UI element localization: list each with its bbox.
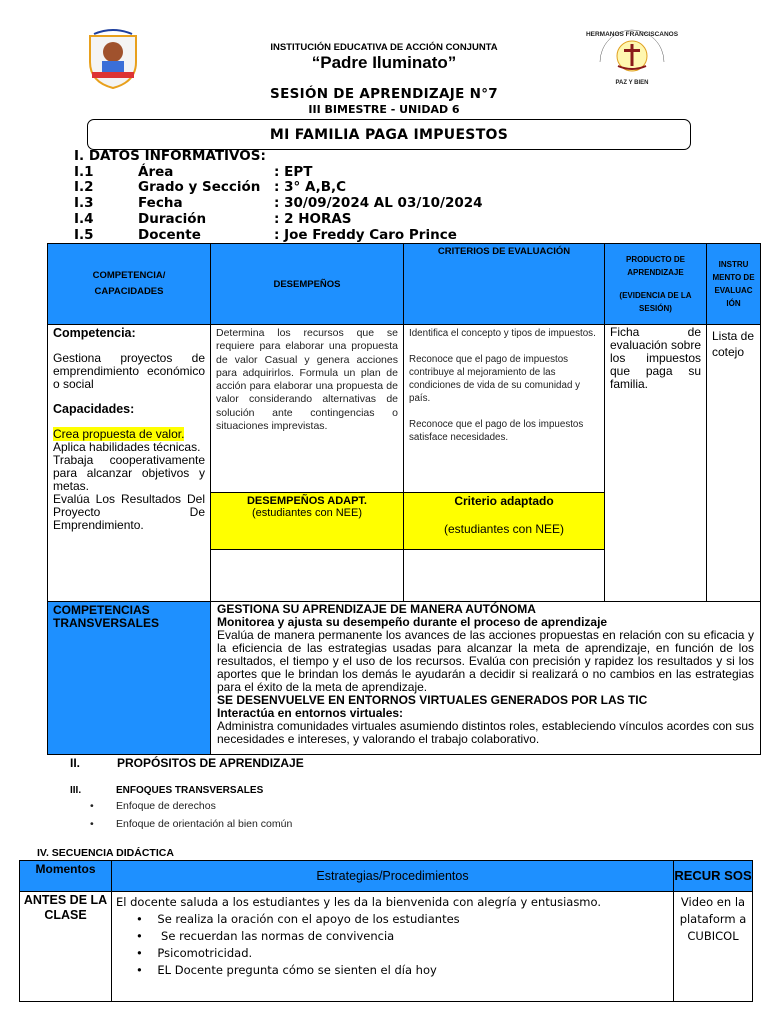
header-producto <box>605 244 707 325</box>
antes-item-text: EL Docente pregunta cómo se sienten el día hoy <box>157 963 437 977</box>
datos-num: I.1 <box>74 163 94 180</box>
antes-item-text: Se realiza la oración con el apoyo de los estudiantes <box>157 912 460 926</box>
datos-label: Fecha <box>138 195 183 212</box>
school-crest-logo <box>84 28 142 90</box>
datos-label: Docente <box>138 226 201 243</box>
header-momentos: Momentos <box>20 861 112 892</box>
criterios-cell <box>404 325 605 493</box>
desempeno-cell: Determina los recursos que se requiere para elaborar una propuesta de valor Casual y genera acciones para adquirirlos. Formula un plan de acción para elaborar una propuesta de valor considerando alternativas de solución ante contingencias o situaciones imprevistas. <box>211 325 404 493</box>
antes-recursos: Video en la plataform a CUBICOL <box>674 892 753 1002</box>
datos-row <box>74 212 483 228</box>
datos-label: Área <box>138 163 174 180</box>
competencia-label: Competencia: <box>53 326 136 340</box>
empty-cell <box>404 550 605 602</box>
datos-num: I.5 <box>74 226 94 243</box>
header-criterios: CRITERIOS DE EVALUACIÓN <box>404 244 605 325</box>
datos-row <box>74 228 483 244</box>
criterio-item: Reconoce que el pago de impuestos contribuye al mejoramiento de las condiciones de vida de su comunidad y país. <box>409 354 581 404</box>
datos-value: : 2 HORAS <box>274 210 352 227</box>
antes-list-item: • Se recuerdan las normas de convivencia <box>136 929 395 943</box>
datos-label: Grado y Sección <box>138 179 261 196</box>
antes-cell <box>112 892 674 1002</box>
trans-2-sub: Interactúa en entornos virtuales: <box>217 706 404 720</box>
desempenos-adapt-cell <box>211 493 404 550</box>
instrumento-cell: Lista de cotejo <box>707 325 761 602</box>
competencia-cell <box>48 325 211 602</box>
header-producto-label: PRODUCTO DE APRENDIZAJE <box>626 255 685 277</box>
svg-text:PAZ Y BIEN: PAZ Y BIEN <box>615 80 649 86</box>
enfoque-label: Enfoque de derechos <box>116 800 216 812</box>
datos-value: : 3° A,B,C <box>274 179 347 196</box>
capacidad-item: Trabaja cooperativamente para alcanzar objetivos y metas. <box>53 453 205 493</box>
propositos-title: PROPÓSITOS DE APRENDIZAJE <box>117 756 304 770</box>
transversales-label: COMPETENCIAS TRANSVERSALES <box>48 602 211 755</box>
datos-value: : Joe Freddy Caro Prince <box>274 226 457 243</box>
institution-name: INSTITUCIÓN EDUCATIVA DE ACCIÓN CONJUNTA <box>270 42 498 53</box>
school-name: “Padre Iluminato” <box>311 53 457 72</box>
antes-item-text: Se recuerdan las normas de convivencia <box>157 929 395 943</box>
bimester-label: III BIMESTRE - UNIDAD 6 <box>308 103 460 116</box>
enfoque-item: • Enfoque de orientación al bien común <box>90 818 293 830</box>
antes-list-item: • Psicomotricidad. <box>136 946 253 960</box>
header-recursos: RECUR SOS <box>674 861 753 892</box>
competencias-table <box>47 243 761 755</box>
antes-item-text: Psicomotricidad. <box>157 946 253 960</box>
antes-intro: El docente saluda a los estudiantes y les da la bienvenida con alegría y entusiasmo. <box>116 895 601 909</box>
propositos-num: II. <box>70 756 81 770</box>
session-title: SESIÓN DE APRENDIZAJE N°7 <box>270 86 498 102</box>
header-producto-sub: (EVIDENCIA DE LA SESIÓN) <box>619 291 692 313</box>
datos-row <box>74 180 483 196</box>
competencia-text: Gestiona proyectos de emprendimiento económico o social <box>53 351 205 391</box>
header-desempenos: DESEMPEÑOS <box>211 244 404 325</box>
criterio-item: Reconoce que el pago de los impuestos satisface necesidades. <box>409 419 584 443</box>
capacidad-highlight: Crea propuesta de valor. <box>53 427 185 441</box>
capacidades-label: Capacidades: <box>53 402 135 416</box>
criterio-adapt-sub: (estudiantes con NEE) <box>443 522 565 536</box>
secuencia-table <box>19 860 753 1002</box>
capacidad-item: Evalúa Los Resultados Del Proyecto De Emprendimiento. <box>53 492 205 532</box>
topic-box: MI FAMILIA PAGA IMPUESTOS <box>87 119 691 150</box>
enfoque-item: • Enfoque de derechos <box>90 800 216 812</box>
franciscan-logo <box>585 22 679 88</box>
header-competencia: COMPETENCIA/ CAPACIDADES <box>48 244 211 325</box>
propositos-heading <box>70 756 304 770</box>
svg-text:HERMANOS FRANCISCANOS: HERMANOS FRANCISCANOS <box>585 31 679 38</box>
empty-cell <box>211 550 404 602</box>
trans-1-sub: Monitorea y ajusta su desempeño durante el proceso de aprendizaje <box>217 615 608 629</box>
antes-label: ANTES DE LA CLASE <box>20 892 112 1002</box>
datos-value: : EPT <box>274 163 313 180</box>
datos-num: I.3 <box>74 195 94 212</box>
trans-2-text: Administra comunidades virtuales asumiendo distintos roles, estableciendo vínculos acordes con sus necesidades e intereses, y valorando el trabajo colaborativo. <box>217 719 754 746</box>
enfoques-heading <box>70 785 263 796</box>
trans-1-text: Evalúa de manera permanente los avances de las acciones propuestas en relación con su eficacia y la eficiencia de las estrategias usadas para alcanzar la meta de aprendizaje, en función de los resultados, el tiempo y el uso de los recursos. Evalúa con precisión y rapidez los resultados y si los aportes que le brindan los demás le ayudarán a decidir si realizará o no cambios en las estrategias para el éxito de la meta de aprendizaje. <box>217 628 754 694</box>
criterio-item: Identifica el concepto y tipos de impuestos. <box>409 328 596 339</box>
trans-1-title: GESTIONA SU APRENDIZAJE DE MANERA AUTÓNOMA <box>217 602 536 616</box>
datos-heading: I. DATOS INFORMATIVOS: <box>74 148 266 164</box>
desempenos-adapt-sub: (estudiantes con NEE) <box>251 507 363 519</box>
enfoque-label: Enfoque de orientación al bien común <box>116 818 293 830</box>
trans-2-title: SE DESENVUELVE EN ENTORNOS VIRTUALES GENERADOS POR LAS TIC <box>217 693 648 707</box>
datos-row <box>74 165 483 181</box>
datos-row <box>74 196 483 212</box>
datos-value: : 30/09/2024 AL 03/10/2024 <box>274 195 483 212</box>
antes-list-item: • EL Docente pregunta cómo se sienten el día hoy <box>136 963 437 977</box>
desempenos-adapt-title: DESEMPEÑOS ADAPT. <box>246 495 367 507</box>
datos-num: I.2 <box>74 179 94 196</box>
header-estrategias: Estrategias/Procedimientos <box>112 861 674 892</box>
producto-cell: Ficha de evaluación sobre los impuestos que paga su familia. <box>605 325 707 602</box>
datos-num: I.4 <box>74 210 94 227</box>
enfoques-title: ENFOQUES TRANSVERSALES <box>116 785 264 796</box>
capacidad-item: Aplica habilidades técnicas. <box>53 440 201 454</box>
datos-label: Duración <box>138 210 207 227</box>
datos-informativos <box>74 149 483 243</box>
criterio-adapt-cell <box>404 493 605 550</box>
secuencia-heading: IV. SECUENCIA DIDÁCTICA <box>37 847 174 859</box>
header-instrumento: INSTRU MENTO DE EVALUAC IÓN <box>707 244 761 325</box>
enfoques-num: III. <box>70 785 82 796</box>
criterio-adapt-title: Criterio adaptado <box>454 494 554 508</box>
transversales-cell <box>211 602 761 755</box>
antes-list-item: • Se realiza la oración con el apoyo de los estudiantes <box>136 912 460 926</box>
